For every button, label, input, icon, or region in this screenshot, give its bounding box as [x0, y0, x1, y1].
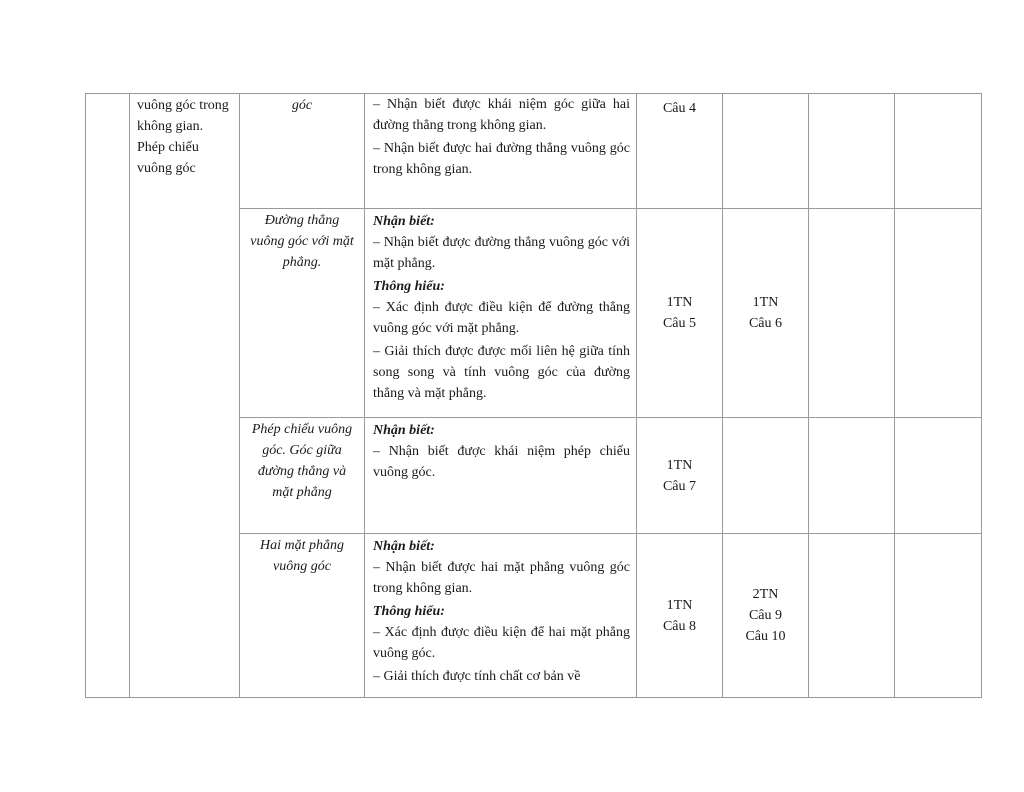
unit-text: Đường thẳng vuông góc với mặt phẳng.: [250, 213, 354, 270]
question-label: Câu 8: [662, 618, 697, 634]
requirement-cell: [365, 209, 637, 418]
question-count: 1TN: [666, 457, 693, 473]
requirement-line: – Giải thích được được mối liên hệ giữa tính song song và tính vuông góc của đường thẳng và mặt phẳng.: [373, 344, 630, 401]
high-application-count-cell: [895, 94, 982, 209]
question-label: Câu 9: [748, 608, 783, 623]
unit-cell: [240, 94, 365, 209]
requirement-line: – Nhận biết được hai đường thẳng vuông góc trong không gian.: [373, 141, 630, 177]
understanding-count-cell: [723, 209, 809, 418]
recognition-count-cell: [637, 94, 723, 209]
requirement-cell: [365, 534, 637, 698]
unit-text: Phép chiếu vuông góc. Góc giữa đường thẳng và mặt phẳng: [251, 422, 353, 500]
topic-text: vuông góc trong không gian. Phép chiếu vuông góc: [137, 98, 229, 176]
question-count: 1TN: [666, 295, 693, 310]
question-label: Câu 10: [745, 629, 786, 644]
recognition-count-cell: [637, 534, 723, 698]
level-heading: Nhận biết:: [373, 423, 435, 438]
question-label: Câu 4: [662, 101, 697, 116]
requirement-cell: [365, 418, 637, 534]
question-label: Câu 5: [662, 316, 697, 331]
unit-text: Hai mặt phẳng vuông góc: [260, 538, 344, 574]
question-count: 1TN: [666, 597, 693, 613]
high-application-count-cell: [895, 534, 982, 698]
topic-cell: [130, 94, 240, 698]
requirement-line: – Giải thích được tính chất cơ bản về: [373, 669, 581, 684]
level-heading: Nhận biết:: [373, 214, 435, 229]
high-application-count-cell: [895, 418, 982, 534]
application-count-cell: [809, 209, 895, 418]
requirement-line: – Nhận biết được đường thẳng vuông góc với mặt phẳng.: [373, 235, 630, 271]
index-cell: [86, 94, 130, 698]
question-label: Câu 7: [662, 478, 697, 494]
understanding-count-cell: [723, 418, 809, 534]
requirement-line: – Nhận biết được khái niệm góc giữa hai đường thẳng trong không gian.: [373, 97, 630, 133]
understanding-count-cell: [723, 534, 809, 698]
unit-text: góc: [291, 98, 313, 113]
requirement-cell: [365, 94, 637, 209]
level-heading: Thông hiểu:: [373, 604, 445, 619]
unit-cell: [240, 534, 365, 698]
requirement-line: – Nhận biết được khái niệm phép chiếu vuông góc.: [373, 444, 630, 480]
requirement-line: – Xác định được điều kiện để hai mặt phẳng vuông góc.: [373, 625, 630, 661]
unit-cell: [240, 418, 365, 534]
question-count: 1TN: [752, 295, 779, 310]
level-heading: Thông hiểu:: [373, 279, 445, 294]
understanding-count-cell: [723, 94, 809, 209]
assessment-matrix-table: [85, 93, 982, 698]
high-application-count-cell: [895, 209, 982, 418]
question-label: Câu 6: [748, 316, 783, 331]
application-count-cell: [809, 534, 895, 698]
level-heading: Nhận biết:: [373, 539, 435, 554]
table-row: [86, 94, 982, 209]
requirement-line: – Xác định được điều kiện để đường thẳng vuông góc với mặt phẳng.: [373, 300, 630, 336]
recognition-count-cell: [637, 209, 723, 418]
application-count-cell: [809, 94, 895, 209]
question-count: 2TN: [752, 587, 779, 602]
recognition-count-cell: [637, 418, 723, 534]
application-count-cell: [809, 418, 895, 534]
requirement-line: – Nhận biết được hai mặt phẳng vuông góc trong không gian.: [373, 560, 630, 596]
unit-cell: [240, 209, 365, 418]
